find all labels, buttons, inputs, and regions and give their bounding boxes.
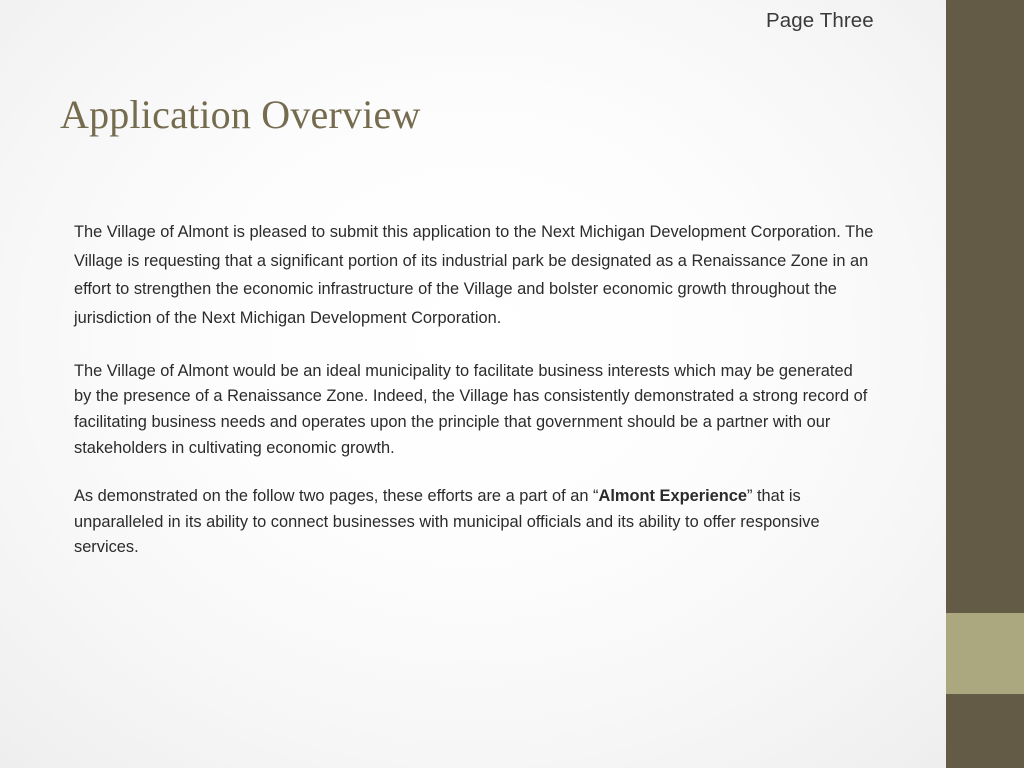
paragraph-three-tail: ” that is unparalleled in its ability to connect businesses with municipal officials and its ability to offer responsive services. (74, 487, 820, 557)
paragraph-two: The Village of Almont would be an ideal municipality to facilitate business interests which may be generated by the presence of a Renaissance Zone. Indeed, the Village has consistently demonstrated a strong record of facilitating business needs and operates upon the principle that government should be a partner with our stakeholders in cultivating economic growth. (74, 361, 868, 457)
sidebar-band-bottom (946, 694, 1024, 768)
sidebar-band-middle (946, 613, 1024, 694)
paragraph-three-lead: As demonstrated on the follow two pages, these efforts are a part of an “ (74, 487, 599, 506)
page-title: Application Overview (60, 92, 421, 137)
body-content (74, 218, 904, 561)
almont-experience-emphasis: Almont Experience (598, 487, 747, 506)
paragraph-three (74, 484, 864, 561)
decorative-sidebar (946, 0, 1024, 768)
page-label: Page Three (766, 9, 874, 32)
sidebar-band-top (946, 0, 1024, 613)
paragraph-one: The Village of Almont is pleased to submit this application to the Next Michigan Development Corporation. The Village is requesting that a significant portion of its industrial park be designated as a Renaissance Zone in an effort to strengthen the economic infrastructure of the Village and bolster economic growth throughout the jurisdiction of the Next Michigan Development Corporation. (74, 223, 874, 328)
